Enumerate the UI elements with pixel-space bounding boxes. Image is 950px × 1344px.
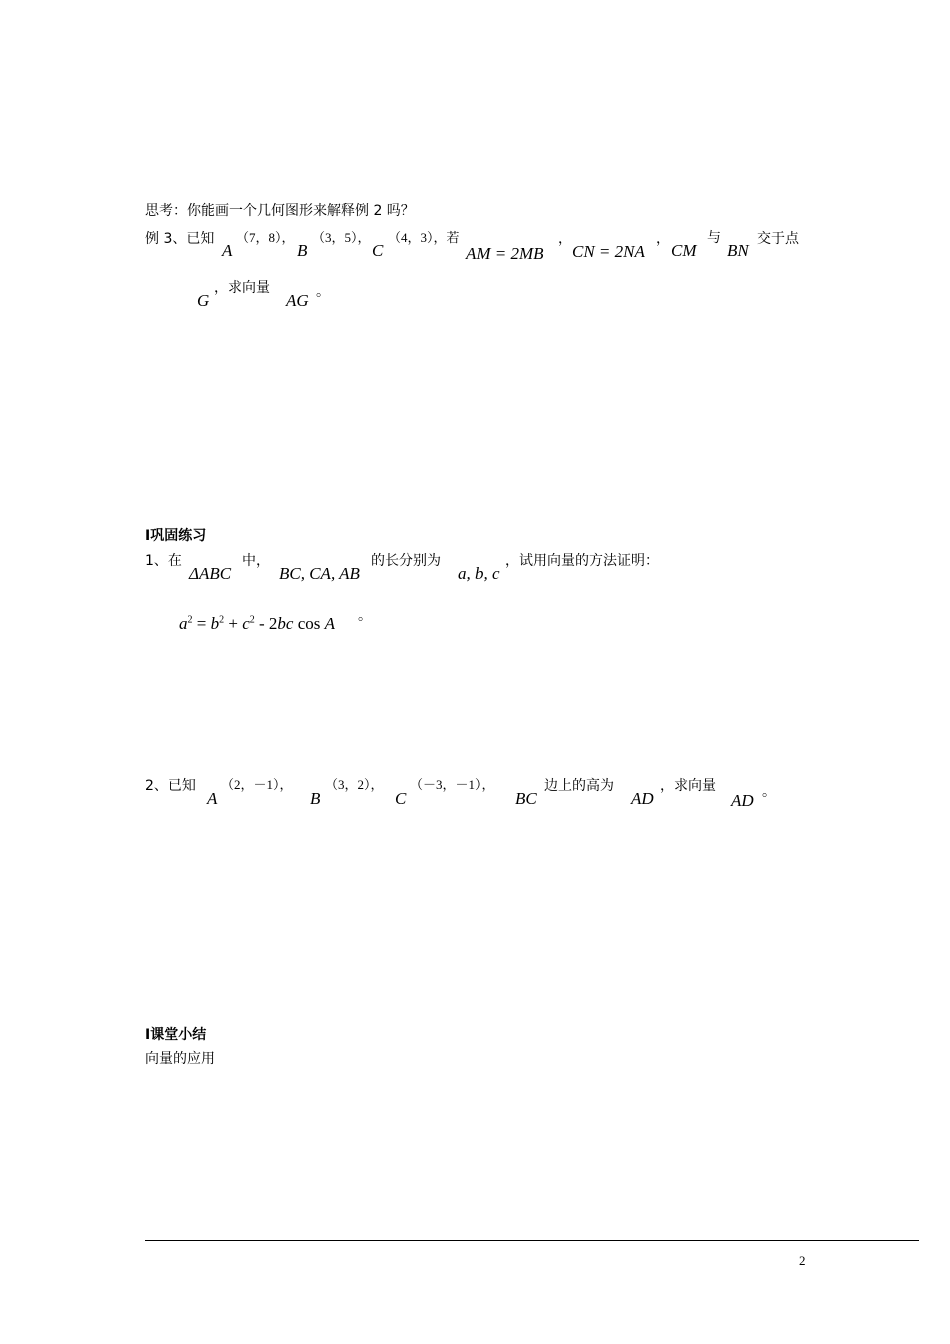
equation-am-2mb: AM = 2MB	[466, 244, 544, 263]
formula-minus: - 2	[254, 614, 278, 633]
point-b-coord: （3，5），	[312, 230, 371, 245]
section-marker: I	[145, 528, 151, 544]
triangle-abc: ΔABC	[189, 564, 232, 583]
sides-list: BC, CA, AB	[279, 564, 360, 583]
point-c-label: C	[372, 241, 384, 260]
altitude-ad: AD	[631, 789, 654, 808]
problem1-mid: 中，	[242, 553, 270, 569]
comma: ，	[656, 231, 670, 247]
height-text: 边上的高为	[544, 778, 614, 794]
period: 。	[358, 608, 372, 624]
point-g-label: G	[197, 291, 210, 310]
formula-plus: +	[224, 614, 243, 633]
law-of-cosines-formula	[179, 615, 335, 632]
vector-bn: BN	[727, 241, 749, 260]
formula-c: c	[242, 614, 250, 633]
vector-ad: AD	[731, 791, 754, 810]
exponent: 2	[219, 614, 225, 626]
equation-cn-2na: CN = 2NA	[572, 242, 645, 261]
length-text: 的长分别为	[371, 553, 441, 569]
formula-angle-a: A	[324, 614, 336, 633]
side-bc: BC	[515, 789, 537, 808]
point-a-label: A	[207, 789, 218, 808]
period: 。	[316, 284, 330, 300]
point-b-coord: （3，2），	[325, 777, 384, 792]
section-title: 巩固练习	[150, 528, 207, 544]
vector-ag: AG	[286, 291, 309, 310]
section-marker: I	[145, 1027, 151, 1043]
section-title: 课堂小结	[150, 1027, 207, 1043]
formula-b: b	[210, 614, 220, 633]
formula-bc: bc	[277, 614, 294, 633]
conjunction-text: 与	[707, 230, 721, 246]
formula-equals: =	[192, 614, 211, 633]
exponent: 2	[249, 614, 255, 626]
point-a-coord: （2，－1），	[221, 777, 293, 792]
period: 。	[762, 784, 776, 800]
page-number: 2	[799, 1253, 806, 1268]
problem1-lead: 1、在	[145, 553, 182, 569]
problem1-tail: ，试用向量的方法证明：	[505, 553, 659, 569]
example3-lead: 例 3、已知	[145, 231, 215, 247]
point-b-label: B	[310, 789, 321, 808]
point-a-coord: （7，8），	[236, 230, 295, 245]
section-practice-heading	[145, 529, 206, 543]
formula-a: a	[179, 614, 188, 633]
ask-vector-text: ，求向量	[660, 778, 716, 794]
point-a-label: A	[222, 241, 233, 260]
exponent: 2	[187, 614, 193, 626]
point-b-label: B	[297, 241, 308, 260]
think-line: 思考：你能画一个几何图形来解释例 2 吗？	[145, 203, 415, 219]
section-summary-heading	[145, 1028, 206, 1042]
intersect-text: 交于点	[757, 231, 799, 247]
comma: ，	[558, 231, 572, 247]
problem2-lead: 2、已知	[145, 778, 196, 794]
point-c-coord: （－3，－1），	[410, 777, 495, 792]
ask-vector-text: ，求向量	[214, 280, 270, 296]
summary-text: 向量的应用	[145, 1051, 215, 1067]
footer-rule	[145, 1240, 919, 1241]
vector-cm: CM	[671, 241, 697, 260]
formula-cos: cos	[293, 614, 325, 633]
point-c-coord: （4，3），若	[388, 230, 460, 245]
sides-abc: a, b, c	[458, 564, 500, 583]
point-c-label: C	[395, 789, 407, 808]
